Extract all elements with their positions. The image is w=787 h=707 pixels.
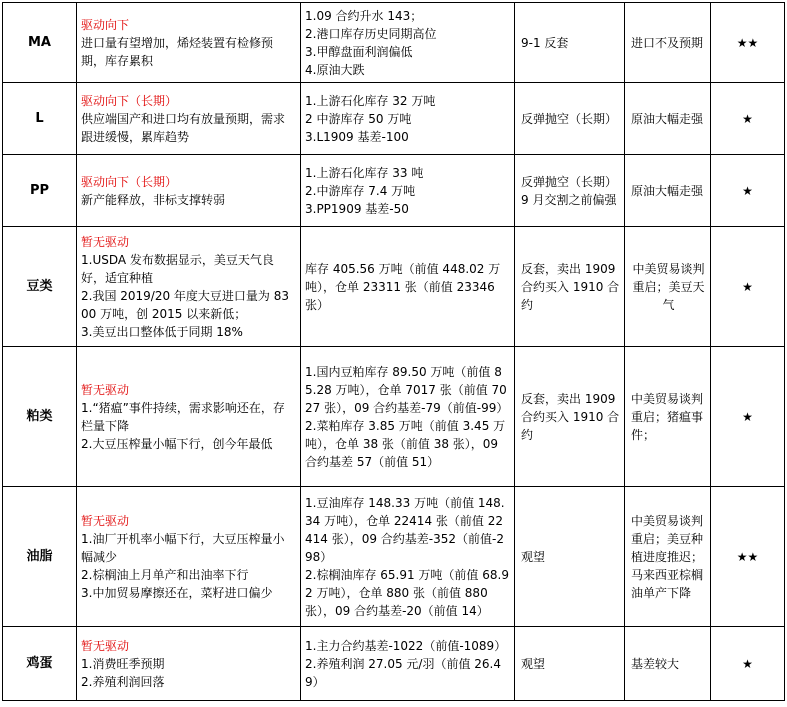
logic-cell: 反弹抛空（长期）9 月交割之前偏强: [515, 155, 625, 227]
data-line: 2.中游库存 7.4 万吨: [305, 183, 416, 198]
table-row: [3, 227, 785, 347]
risk-cell: 中美贸易谈判重启；美豆种植进度推迟；马来西亚棕榈油单产下降: [625, 487, 711, 627]
data-line: 3.PP1909 基差-50: [305, 201, 409, 216]
driver-heading: 暂无驱动: [81, 513, 130, 528]
driver-cell: [77, 3, 301, 83]
driver-cell: [77, 83, 301, 155]
data-cell: [301, 347, 515, 487]
driver-line: 3.中加贸易摩擦还在，菜籽进口偏少: [81, 585, 273, 600]
risk-cell: 中美贸易谈判重启；美豆天气: [625, 227, 711, 347]
logic-cell: 反套，卖出 1909 合约买入 1910 合约: [515, 347, 625, 487]
data-line: 库存 405.56 万吨（前值 448.02 万吨），仓单 23311 张（前值 23346 张）: [305, 261, 501, 312]
product-name: MA: [3, 3, 77, 83]
table-row: [3, 3, 785, 83]
data-line: 2.养殖利润 27.05 元/羽（前值 26.49）: [305, 656, 502, 689]
data-line: 3.L1909 基差-100: [305, 129, 409, 144]
logic-cell: 观望: [515, 627, 625, 701]
data-line: 1.豆油库存 148.33 万吨（前值 148.34 万吨），仓单 22414 张（前值 22414 张），09 合约基差-352（前值-298）: [305, 495, 505, 564]
logic-cell: 反弹抛空（长期）: [515, 83, 625, 155]
data-line: 1.国内豆粕库存 89.50 万吨（前值 85.28 万吨），仓单 7017 张（前值 7027 张），09 合约基差-79（前值-99）: [305, 364, 509, 415]
driver-cell: [77, 155, 301, 227]
driver-cell: [77, 487, 301, 627]
rating-stars: ★: [711, 155, 785, 227]
data-line: 2.港口库存历史同期高位: [305, 26, 437, 41]
data-cell: [301, 3, 515, 83]
table-row: [3, 487, 785, 627]
driver-line: 1.“猪瘟”事件持续，需求影响还在，存栏量下降: [81, 400, 285, 433]
table-row: [3, 155, 785, 227]
data-line: 3.甲醇盘面利润偏低: [305, 44, 413, 59]
driver-heading: 驱动向下（长期）: [81, 93, 178, 108]
driver-line: 新产能释放，非标支撑转弱: [81, 192, 226, 207]
risk-cell: 中美贸易谈判重启；猪瘟事件；: [625, 347, 711, 487]
data-cell: [301, 83, 515, 155]
data-cell: [301, 155, 515, 227]
product-name: L: [3, 83, 77, 155]
data-line: 1.09 合约升水 143；: [305, 8, 423, 23]
logic-cell: 9-1 反套: [515, 3, 625, 83]
rating-stars: ★★: [711, 3, 785, 83]
driver-line: 2.我国 2019/20 年度大豆进口量为 8300 万吨，创 2015 以来新低；: [81, 288, 290, 321]
risk-cell: 基差较大: [625, 627, 711, 701]
driver-line: 1.消费旺季预期: [81, 656, 165, 671]
futures-strategy-table: [2, 2, 785, 701]
driver-heading: 暂无驱动: [81, 382, 130, 397]
product-name: 油脂: [3, 487, 77, 627]
driver-heading: 暂无驱动: [81, 234, 130, 249]
driver-heading: 驱动向下（长期）: [81, 174, 178, 189]
rating-stars: ★★: [711, 487, 785, 627]
driver-line: 1.USDA 发布数据显示，美豆天气良好，适宜种植: [81, 252, 274, 285]
risk-cell: 原油大幅走强: [625, 83, 711, 155]
driver-cell: [77, 227, 301, 347]
rating-stars: ★: [711, 83, 785, 155]
driver-line: 2.棕榈油上月单产和出油率下行: [81, 567, 249, 582]
rating-stars: ★: [711, 627, 785, 701]
driver-line: 2.大豆压榨量小幅下行，创今年最低: [81, 436, 273, 451]
data-line: 2.棕榈油库存 65.91 万吨（前值 68.92 万吨），仓单 880 张（前值 880 张），09 合约基差-20（前值 14）: [305, 567, 509, 618]
driver-line: 1.油厂开机率小幅下行，大豆压榨量小幅减少: [81, 531, 285, 564]
data-line: 1.主力合约基差-1022（前值-1089）: [305, 638, 507, 653]
data-line: 1.上游石化库存 32 万吨: [305, 93, 436, 108]
data-line: 2.菜粕库存 3.85 万吨（前值 3.45 万吨），仓单 38 张（前值 38 张），09 合约基差 57（前值 51）: [305, 418, 506, 469]
table-row: [3, 347, 785, 487]
product-name: PP: [3, 155, 77, 227]
driver-line: 供应端国产和进口均有放量预期，需求跟进缓慢，累库趋势: [81, 111, 286, 144]
driver-line: 2.养殖利润回落: [81, 674, 165, 689]
data-line: 1.上游石化库存 33 吨: [305, 165, 424, 180]
logic-cell: 反套，卖出 1909 合约买入 1910 合约: [515, 227, 625, 347]
driver-line: 进口量有望增加，烯烃装置有检修预期，库存累积: [81, 35, 274, 68]
data-cell: [301, 227, 515, 347]
table-row: [3, 83, 785, 155]
rating-stars: ★: [711, 347, 785, 487]
data-line: 2 中游库存 50 万吨: [305, 111, 412, 126]
product-name: 粕类: [3, 347, 77, 487]
driver-cell: [77, 627, 301, 701]
data-line: 4.原油大跌: [305, 62, 365, 77]
product-name: 豆类: [3, 227, 77, 347]
rating-stars: ★: [711, 227, 785, 347]
risk-cell: 原油大幅走强: [625, 155, 711, 227]
driver-heading: 驱动向下: [81, 17, 130, 32]
driver-heading: 暂无驱动: [81, 638, 130, 653]
driver-line: 3.美豆出口整体低于同期 18%: [81, 324, 243, 339]
product-name: 鸡蛋: [3, 627, 77, 701]
logic-cell: 观望: [515, 487, 625, 627]
data-cell: [301, 627, 515, 701]
risk-cell: 进口不及预期: [625, 3, 711, 83]
data-cell: [301, 487, 515, 627]
driver-cell: [77, 347, 301, 487]
table-row: [3, 627, 785, 701]
